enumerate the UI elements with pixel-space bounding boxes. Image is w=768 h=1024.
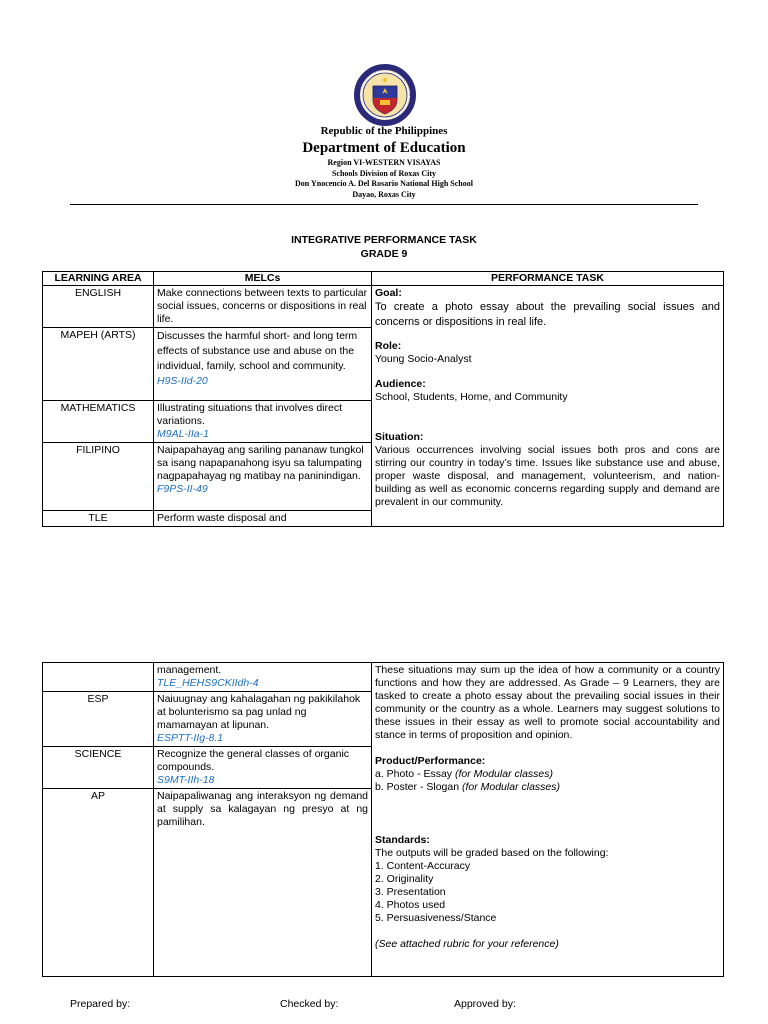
header-learning-area: LEARNING AREA	[43, 272, 154, 286]
melc-cell	[154, 328, 372, 401]
document-title	[0, 233, 768, 261]
learning-area-cell: AP	[43, 789, 154, 977]
standards-item: 3. Presentation	[375, 886, 446, 898]
product-a-text: a. Photo - Essay	[375, 768, 455, 780]
melc-text: Illustrating situations that involves direct variations.	[157, 402, 343, 427]
school-address-block	[0, 158, 768, 200]
melc-code: S9MT-IIh-18	[157, 774, 215, 786]
region-line: Region VI-WESTERN VISAYAS	[327, 158, 441, 167]
product-a-note: (for Modular classes)	[454, 768, 553, 780]
performance-task-table-1	[42, 271, 724, 527]
learning-area-cell: ESP	[43, 692, 154, 747]
situation-continued-text: These situations may sum up the idea of how a community or a country functions and how they are addressed. As Grade – 9 Learners, they are tasked to create a photo essay about the prevailing social issues in their community or the country as a whole. Learners may suggest solutions to these issues in their essay as well to promote social accountability and stance in terms of proposition and opinion.	[375, 664, 720, 741]
table-header-row	[43, 272, 724, 286]
department-name: Department of Education	[302, 140, 466, 156]
melc-text: Naipapaliwanag ang interaksyon ng demand at supply sa kalagayan ng presyo at ng pamilihan.	[157, 790, 368, 828]
melc-cell	[154, 286, 372, 328]
melc-code: ESPTT-IIg-8.1	[157, 732, 224, 744]
melc-text: Recognize the general classes of organic compounds.	[157, 748, 350, 773]
table-row	[43, 663, 724, 692]
situation-text: Various occurrences involving social issues both pros and cons are stirring our country in today’s time. Issues like substance use and abuse, proper waste disposal, and management, volunteerism, and nation-building as well as economic concerns regarding supply and demand are prevalent in our community.	[375, 444, 720, 508]
deped-seal-logo	[354, 64, 416, 126]
performance-task-cell	[372, 286, 724, 527]
checked-by-label: Checked by:	[280, 998, 339, 1010]
approved-by-label: Approved by:	[454, 998, 516, 1010]
learning-area-cell: ENGLISH	[43, 286, 154, 328]
standards-label: Standards:	[375, 834, 430, 846]
melc-text: Naiuugnay ang kahalagahan ng pakikilahok at bolunterismo sa pag unlad ng mamamayan at lipunan.	[157, 693, 361, 731]
melc-text: Naipapahayag ang sariling pananaw tungkol sa isang napapanahong isyu sa talumpating nagpapahayag ng matibay na paninindigan.	[157, 444, 364, 482]
goal-label: Goal:	[375, 287, 402, 299]
situation-label: Situation:	[375, 431, 424, 443]
melc-cell	[154, 747, 372, 789]
standards-item: 1. Content-Accuracy	[375, 860, 471, 872]
title-line-2: GRADE 9	[360, 248, 408, 260]
learning-area-cell: SCIENCE	[43, 747, 154, 789]
republic-line: Republic of the Philippines	[320, 125, 448, 137]
division-line: Schools Division of Roxas City	[331, 168, 436, 178]
product-label: Product/Performance:	[375, 755, 486, 767]
audience-label: Audience:	[375, 378, 426, 390]
learning-area-cell: MAPEH (ARTS)	[43, 328, 154, 401]
learning-area-cell: FILIPINO	[43, 443, 154, 511]
header-divider	[70, 204, 698, 205]
melc-text: Make connections between texts to particular social issues, concerns or dispositions in real life.	[157, 287, 368, 325]
melc-cell	[154, 401, 372, 443]
school-name-line: Don Ynocencio A. Del Rosario National High School	[295, 179, 473, 188]
melc-cell	[154, 663, 372, 692]
product-b-note: (for Modular classes)	[461, 781, 560, 793]
header-performance-task: PERFORMANCE TASK	[372, 272, 724, 286]
melc-code: F9PS-II-49	[157, 483, 208, 495]
melc-code: H9S-IId-20	[157, 375, 208, 387]
learning-area-cell: MATHEMATICS	[43, 401, 154, 443]
rubric-note: (See attached rubric for your reference)	[375, 938, 559, 950]
performance-task-cell	[372, 663, 724, 977]
standards-intro: The outputs will be graded based on the following:	[375, 847, 609, 859]
role-text: Young Socio-Analyst	[375, 353, 472, 365]
product-item-b	[375, 781, 720, 794]
product-item-a	[375, 768, 720, 781]
melc-text: Discusses the harmful short- and long term effects of substance use and abuse on the individual, family, school and community.	[157, 330, 358, 372]
melc-code: TLE_HEHS9CKIIdh-4	[157, 677, 259, 689]
product-b-text: b. Poster - Slogan	[375, 781, 462, 793]
standards-item: 5. Persuasiveness/Stance	[375, 912, 497, 924]
goal-text: To create a photo essay about the prevailing social issues and concerns or dispositions in real life.	[375, 301, 720, 328]
melc-code: M9AL-IIa-1	[157, 428, 209, 440]
learning-area-cell: TLE	[43, 511, 154, 527]
standards-item: 4. Photos used	[375, 899, 446, 911]
melc-cell	[154, 789, 372, 977]
audience-text: School, Students, Home, and Community	[375, 391, 568, 403]
melc-cell	[154, 692, 372, 747]
prepared-by-label: Prepared by:	[70, 998, 131, 1010]
role-label: Role:	[375, 340, 402, 352]
melc-cell	[154, 443, 372, 511]
melc-text: Perform waste disposal and	[157, 512, 287, 524]
title-line-1: INTEGRATIVE PERFORMANCE TASK	[291, 234, 477, 246]
header-melcs: MELCs	[154, 272, 372, 286]
table-row	[43, 286, 724, 328]
learning-area-cell	[43, 663, 154, 692]
melc-cell	[154, 511, 372, 527]
melc-text: management.	[157, 664, 222, 676]
performance-task-table-2	[42, 662, 724, 977]
school-location-line: Dayao, Roxas City	[352, 189, 416, 199]
standards-item: 2. Originality	[375, 873, 434, 885]
